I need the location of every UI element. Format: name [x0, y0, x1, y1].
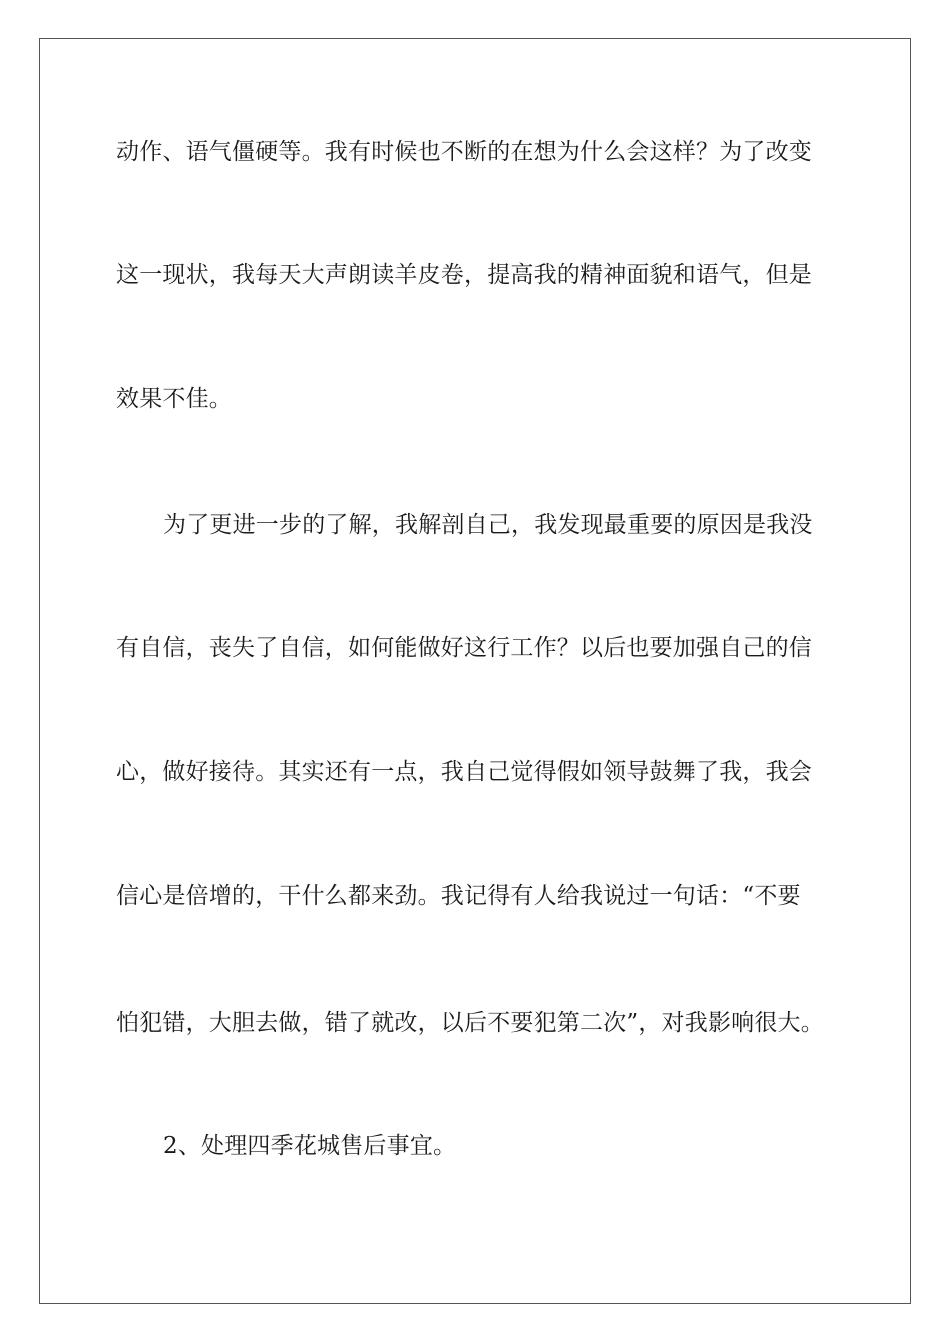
text-line: 效果不佳。 [116, 386, 232, 412]
text-line: 信心是倍增的，干什么都来劲。我记得有人给我说过一句话：“不要 [116, 883, 801, 909]
list-item-heading: 2、处理四季花城售后事宜。 [163, 1133, 457, 1159]
text-line: 心，做好接待。其实还有一点，我自己觉得假如领导鼓舞了我，我会 [116, 759, 812, 785]
text-line: 动作、语气僵硬等。我有时候也不断的在想为什么会这样？为了改变 [116, 139, 812, 165]
page-border [39, 38, 911, 1304]
text-line: 有自信，丧失了自信，如何能做好这行工作？以后也要加强自己的信 [116, 635, 812, 661]
paragraph-start-line: 为了更进一步的了解，我解剖自己，我发现最重要的原因是我没 [163, 512, 813, 538]
text-line: 这一现状，我每天大声朗读羊皮卷，提高我的精神面貌和语气，但是 [116, 262, 812, 288]
text-line: 怕犯错，大胆去做，错了就改，以后不要犯第二次”，对我影响很大。 [116, 1010, 824, 1036]
